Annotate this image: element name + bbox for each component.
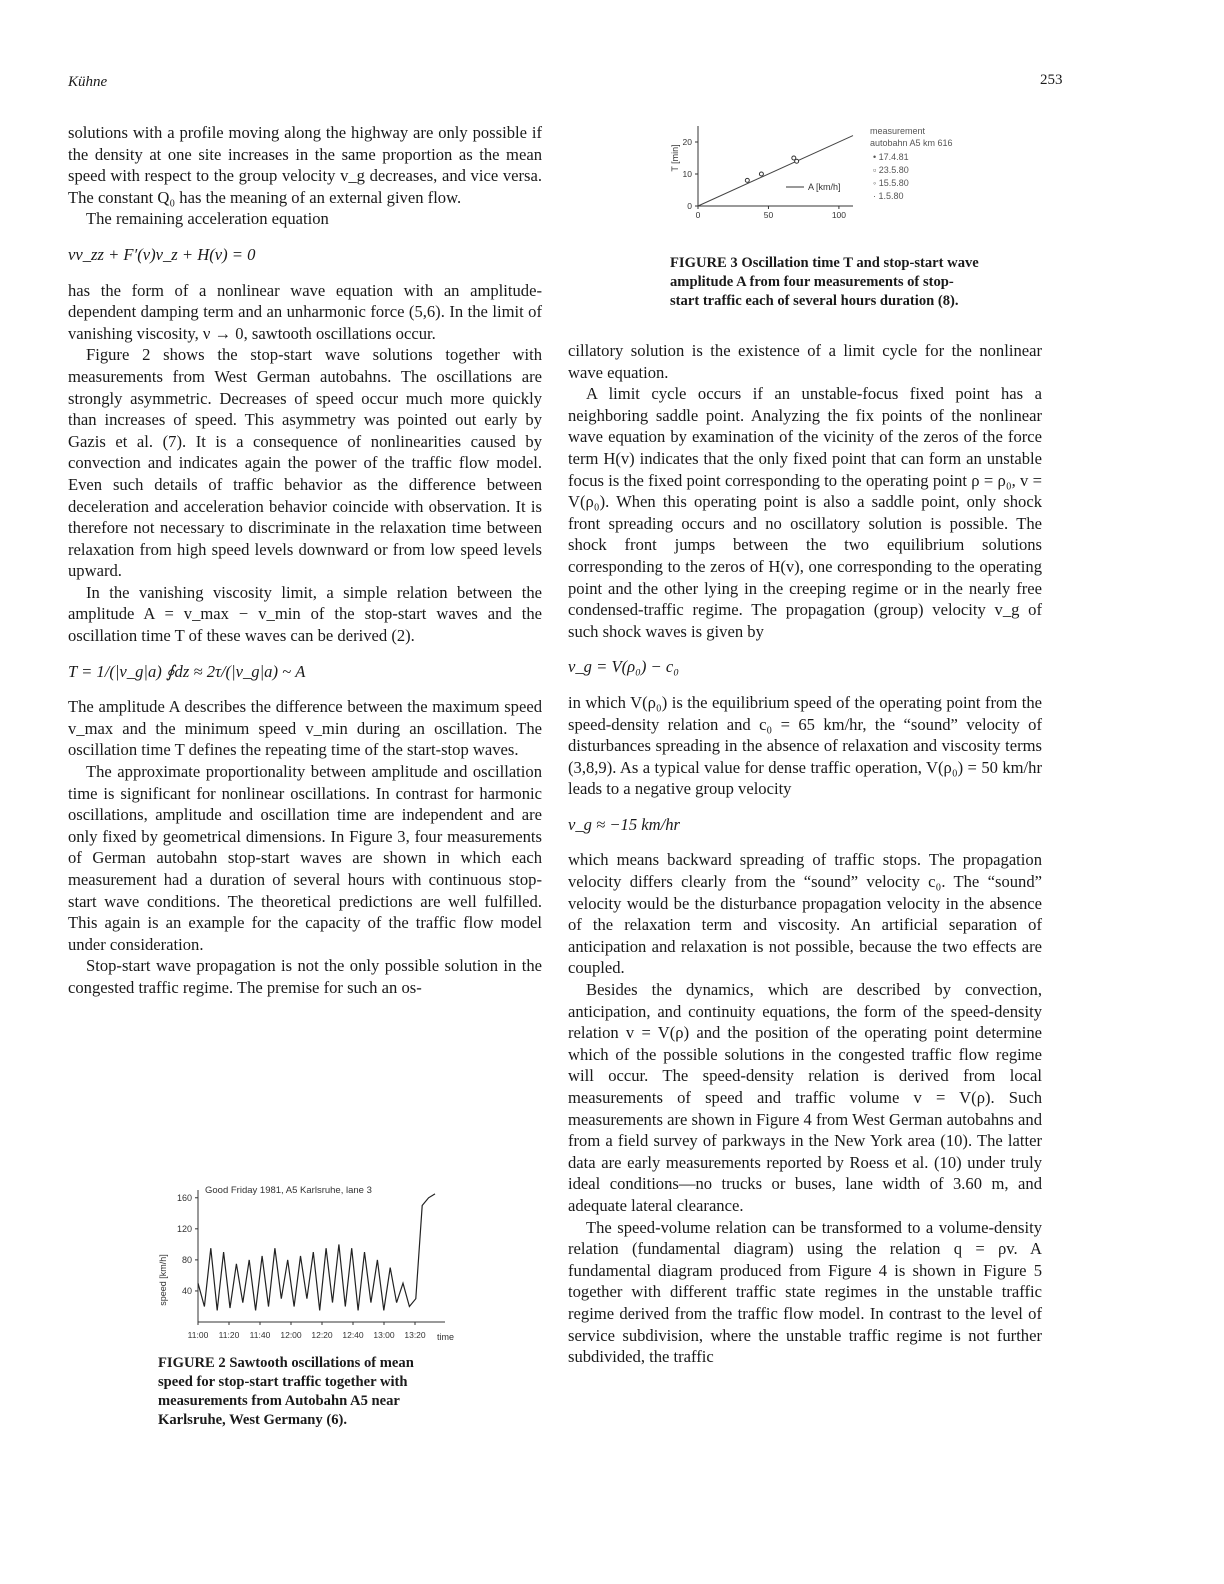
y-tick-label: 120: [176, 1223, 192, 1234]
figure-3-legend-entry: • 17.4.81: [873, 152, 909, 162]
figure-2: [150, 1180, 480, 1350]
figure-2-xlabel: time: [437, 1332, 455, 1342]
x-tick-label: 12:20: [311, 1330, 333, 1340]
y-tick-label: 80: [181, 1254, 192, 1265]
right-column: [568, 340, 1042, 1368]
figure-3-legend-entry: · 1.5.80: [873, 191, 904, 201]
figure-2-title: Good Friday 1981, A5 Karlsruhe, lane 3: [205, 1185, 372, 1196]
figure-3-caption: FIGURE 3 Oscillation time T and stop-start wave amplitude A from four measurements of stop-start traffic each of several hours duration (8).: [670, 255, 979, 309]
figure-2-ylabel: speed [km/h]: [158, 1254, 168, 1306]
figure-3-chart: [668, 118, 998, 223]
speed-series-line: [198, 1194, 435, 1311]
x-tick-label: 13:00: [373, 1330, 395, 1340]
figure-3-legend-entry: ◦ 15.5.80: [873, 178, 909, 188]
figure-3: [668, 118, 998, 223]
y-tick-label: 40: [181, 1285, 192, 1296]
fit-line: [698, 136, 853, 206]
data-point: [795, 159, 799, 163]
figure-3-legend-title: measurement: [870, 126, 926, 136]
paragraph: cillatory solution is the existence of a limit cycle for the nonlinear wave equation.: [568, 341, 1042, 382]
figure-3-legend-entry: ▫ 23.5.80: [873, 165, 909, 175]
paragraph: in which V(ρ₀) is the equilibrium speed of the operating point from the speed-density relation and c₀ = 65 km/hr, the “sound” velocity of disturbances spreading in the absence of relaxation and viscosity terms (3,8,9). As a typical value for dense traffic operation, V(ρ₀) = 50 km/hr leads to a negative group velocity: [568, 692, 1042, 799]
paragraph: The amplitude A describes the difference between the maximum speed v_max and the minimum speed v_min during an oscillation. The oscillation time T defines the repeating time of the start-stop waves.: [68, 697, 542, 760]
y-tick-label: 0: [687, 201, 692, 211]
x-tick-label: 11:00: [187, 1330, 209, 1340]
equation: v_g ≈ −15 km/hr: [568, 814, 681, 834]
equation: T = 1/(|v_g|a) ∮dz ≈ 2τ/(|v_g|a) ~ A: [68, 661, 306, 681]
y-tick-label: 20: [682, 137, 692, 147]
equation: vv_zz + F′(v)v_z + H(v) = 0: [68, 244, 256, 264]
paragraph: The speed-volume relation can be transformed to a volume-density relation (fundamental diagram) using the relation q = ρv. A fundamental diagram produced from Figure 4 is shown in Figure 5 together with different traffic state regimes in the unstable traffic regime derived from the traffic flow model. In contrast to the level of service subdivision, where the unstable traffic regime is not further subdivided, the traffic: [568, 1217, 1042, 1367]
data-point: [745, 178, 749, 182]
x-tick-label: 12:40: [342, 1330, 364, 1340]
running-head-author: Kühne: [68, 74, 108, 90]
paragraph: Besides the dynamics, which are described by convection, anticipation, and continuity equations, the form of the speed-density relation v = V(ρ) and the position of the operating point determine which of the possible solutions in the congested traffic flow regime will occur. The speed-density relation is derived from local measurements of speed and traffic volume v = V(ρ). Such measurements are shown in Figure 4 from West German autobahns and from a field survey of parkways in the New York area (10). The latter data are early measurements reported by Roess et al. (10) under truly ideal conditions—no trucks or buses, lane width of 3.60 m, and adequate lateral clearance.: [568, 980, 1042, 1215]
x-tick-label: 12:00: [280, 1330, 302, 1340]
x-tick-label: 100: [831, 210, 847, 220]
y-tick-label: 10: [682, 169, 692, 179]
figure-3-xlabel: A [km/h]: [808, 182, 841, 192]
x-tick-label: 50: [763, 210, 774, 220]
x-tick-label: 11:20: [218, 1330, 240, 1340]
x-tick-label: 13:20: [404, 1330, 426, 1340]
x-tick-label: 0: [695, 210, 701, 220]
paragraph: has the form of a nonlinear wave equation with an amplitude-dependent damping term and an unharmonic force (5,6). In the limit of vanishing viscosity, ν → 0, sawtooth oscillations occur.: [68, 280, 542, 343]
paragraph: Figure 2 shows the stop-start wave solutions together with measurements from West German autobahns. The oscillations are strongly asymmetric. Decreases of speed occur much more quickly than increases of speed. This asymmetry was pointed out early by Gazis et al. (7). It is a consequence of nonlinearities caused by convection and indicates again the power of the traffic flow model. Even such details of traffic behavior as the difference between deceleration and acceleration behavior coincide with observation. It is therefore not necessary to discriminate in the relaxation time between relaxation from high speed levels downward or from low speed levels upward.: [68, 345, 542, 581]
page-number: 253: [1040, 72, 1063, 88]
x-tick-label: 11:40: [249, 1330, 271, 1340]
figure-3-legend-subtitle: autobahn A5 km 616: [870, 138, 953, 148]
paragraph: Stop-start wave propagation is not the only possible solution in the congested traffic regime. The premise for such an os-: [68, 956, 542, 997]
figure-3-ylabel: T [min]: [670, 144, 680, 172]
paragraph: A limit cycle occurs if an unstable-focus fixed point has a neighboring saddle point. Analyzing the fix points of the nonlinear wave equation by examination of the vicinity of the zeros of the force term H(v) indicates that the only fixed point that can form an unstable focus is the fixed point corresponding to the operating point ρ = ρ₀, v = V(ρ₀). When this operating point is also a saddle point, only shock front spreading occurs and no oscillatory solution is possible. The shock front jumps between the two equilibrium solutions corresponding to the zeros of H(v), one corresponding to the operating point and the other lying in the creeping regime or in the nearly free condensed-traffic regime. The propagation (group) velocity v_g of such shock waves is given by: [568, 384, 1042, 641]
figure-2-caption: FIGURE 2 Sawtooth oscillations of mean speed for stop-start traffic together with measurements from Autobahn A5 near Karlsruhe, West Germany (6).: [158, 1355, 414, 1428]
left-column: [68, 122, 542, 999]
equation: v_g = V(ρ₀) − c₀: [568, 657, 680, 677]
y-tick-label: 160: [176, 1192, 192, 1203]
paragraph: which means backward spreading of traffic stops. The propagation velocity differs clearly from the “sound” velocity c₀. The “sound” velocity would be the disturbance propagation velocity in the absence of the relaxation term and viscosity. An artificial separation of anticipation and relaxation is not possible, because the two effects are coupled.: [568, 850, 1042, 978]
paragraph: The approximate proportionality between amplitude and oscillation time is significant for nonlinear oscillations. In contrast for harmonic oscillations, amplitude and oscillation time are independent and are only fixed by geometrical dimensions. In Figure 3, four measurements of German autobahn stop-start waves are shown in which each measurement had a duration of several hours with continuous stop-start wave conditions. The theoretical predictions are well fulfilled. This again is an example for the capacity of the traffic flow model under consideration.: [68, 762, 542, 954]
figure-2-chart: [150, 1180, 480, 1350]
paragraph: The remaining acceleration equation: [86, 209, 329, 229]
paragraph: In the vanishing viscosity limit, a simple relation between the amplitude A = v_max − v_min of the stop-start waves and the oscillation time T of these waves can be derived (2).: [68, 582, 542, 646]
paragraph: solutions with a profile moving along the highway are only possible if the density at one site increases in the same proportion as the mean speed with respect to the group velocity v_g decreases, and vice versa. The constant Q₀ has the meaning of an external given flow.: [68, 123, 542, 207]
data-point: [759, 172, 763, 176]
